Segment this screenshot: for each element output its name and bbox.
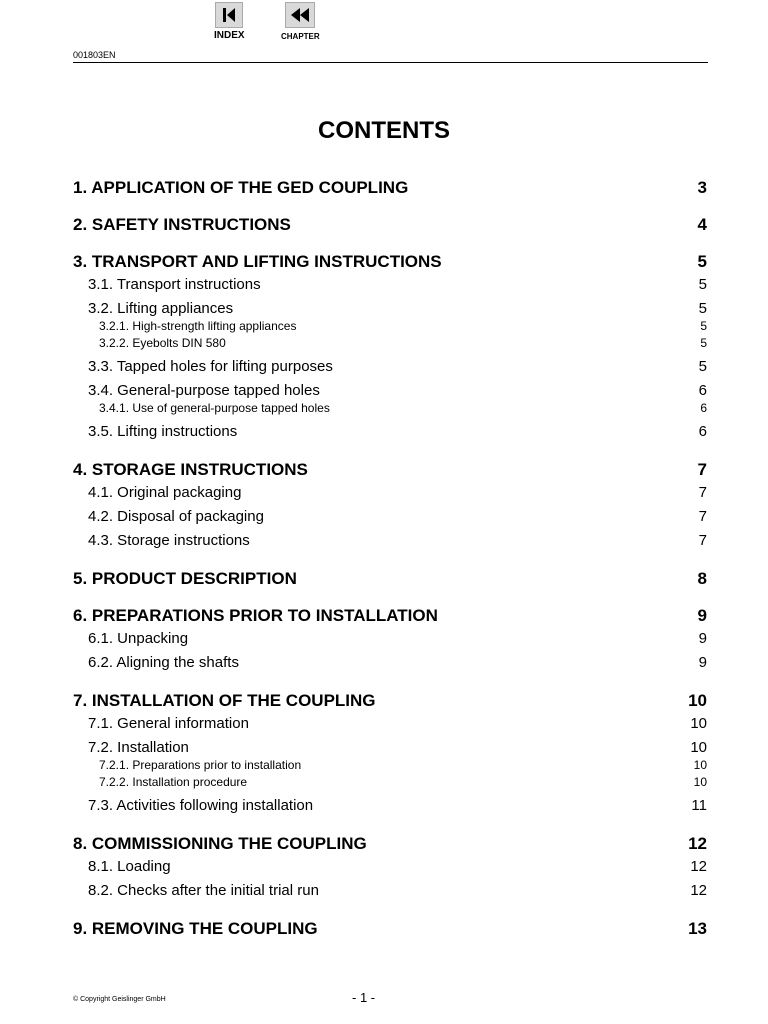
- toc-entry-title: 1. APPLICATION OF THE GED COUPLING: [73, 178, 409, 197]
- toc-entry-title: 6.2. Aligning the shafts: [88, 654, 239, 671]
- toc-entry-page: 8: [697, 569, 707, 588]
- toc-entry-page: 5: [698, 358, 707, 375]
- toc-entry-title: 7. INSTALLATION OF THE COUPLING: [73, 691, 376, 710]
- toc-entry-page: 13: [688, 919, 707, 938]
- toc-entry-page: 9: [698, 630, 707, 647]
- toc-entry-page: 9: [698, 654, 707, 671]
- toc-entry-page: 3: [697, 178, 707, 197]
- toc-entry-title: 4.2. Disposal of packaging: [88, 508, 264, 525]
- toc-entry-title: 4.3. Storage instructions: [88, 532, 250, 549]
- toc-entry-page: 4: [697, 215, 707, 234]
- toc-entry-page: 10: [688, 691, 707, 710]
- toc-entry-title: 3.2. Lifting appliances: [88, 300, 234, 317]
- toc-entry-title: 3.2.1. High-strength lifting appliances: [99, 319, 297, 333]
- toc-entry-title: 3.2.2. Eyebolts DIN 580: [99, 336, 226, 350]
- toc-entry-page: 5: [700, 319, 707, 333]
- toc-entry-page: 9: [697, 606, 707, 625]
- toc-entry-title: 8.2. Checks after the initial trial run: [88, 882, 319, 899]
- toc-entry-title: 7.1. General information: [88, 715, 249, 732]
- toc-entry-title: 6. PREPARATIONS PRIOR TO INSTALLATION: [73, 606, 438, 625]
- toc-entry-page: 5: [700, 336, 707, 350]
- toc-entry-page: 5: [698, 300, 707, 317]
- skip-back-icon: [215, 2, 243, 28]
- toc-entry-title: 3.4.1. Use of general-purpose tapped holes: [99, 401, 330, 415]
- toc-entry-title: 8. COMMISSIONING THE COUPLING: [73, 834, 367, 853]
- index-label: INDEX: [214, 30, 245, 41]
- page-title: CONTENTS: [318, 117, 450, 144]
- toc-entry-title: 7.2.2. Installation procedure: [99, 775, 248, 789]
- toc-entry-title: 9. REMOVING THE COUPLING: [73, 919, 318, 938]
- toc-entry-page: 12: [690, 858, 707, 875]
- chapter-button[interactable]: [281, 2, 320, 41]
- toc-entry-page: 6: [698, 423, 707, 440]
- toc-entry-page: 6: [700, 401, 707, 415]
- toc-entry-page: 12: [688, 834, 707, 853]
- toc-entry-title: 4.1. Original packaging: [88, 484, 242, 501]
- toc-entry-title: 3.5. Lifting instructions: [88, 423, 238, 440]
- toc-entry-page: 10: [690, 715, 707, 732]
- toc-entry-title: 3.4. General-purpose tapped holes: [88, 382, 320, 399]
- toc-entry-title: 3.1. Transport instructions: [88, 276, 261, 293]
- toc-entry-title: 2. SAFETY INSTRUCTIONS: [73, 215, 291, 234]
- toc-entry-title: 5. PRODUCT DESCRIPTION: [73, 569, 297, 588]
- toc-entry-page: 10: [693, 758, 707, 772]
- toc-entry-page: 7: [698, 484, 707, 501]
- toc-entry-page: 10: [690, 739, 707, 756]
- toc-entry-title: 4. STORAGE INSTRUCTIONS: [73, 460, 308, 479]
- rewind-icon: [285, 2, 315, 28]
- toc-entry-page: 12: [690, 882, 707, 899]
- page-number: - 1 -: [352, 990, 376, 1005]
- toc-entry-page: 6: [698, 382, 707, 399]
- toc-entry-title: 3.3. Tapped holes for lifting purposes: [88, 358, 333, 375]
- toc-entry-page: 10: [693, 775, 707, 789]
- toc-entry-title: 6.1. Unpacking: [88, 630, 189, 647]
- toc-entry-page: 7: [697, 460, 707, 479]
- chapter-label: CHAPTER: [281, 32, 320, 41]
- toc-entry-title: 3. TRANSPORT AND LIFTING INSTRUCTIONS: [73, 252, 442, 271]
- toc-entry-title: 7.3. Activities following installation: [88, 797, 314, 814]
- toc-entry-page: 5: [697, 252, 707, 271]
- index-button[interactable]: [214, 2, 245, 41]
- document-id: 001803EN: [73, 50, 116, 60]
- toc-entry-page: 7: [698, 508, 707, 525]
- toc-entry-page: 5: [698, 276, 707, 293]
- toc-entry-title: 8.1. Loading: [88, 858, 171, 875]
- toc-entry-page: 7: [698, 532, 707, 549]
- toc-entry-title: 7.2. Installation: [88, 739, 189, 756]
- header-divider: [73, 62, 708, 63]
- copyright-notice: © Copyright Geislinger GmbH: [73, 996, 166, 1003]
- toc-entry-page: 11: [691, 797, 707, 814]
- toc-entry-title: 7.2.1. Preparations prior to installation: [99, 758, 302, 772]
